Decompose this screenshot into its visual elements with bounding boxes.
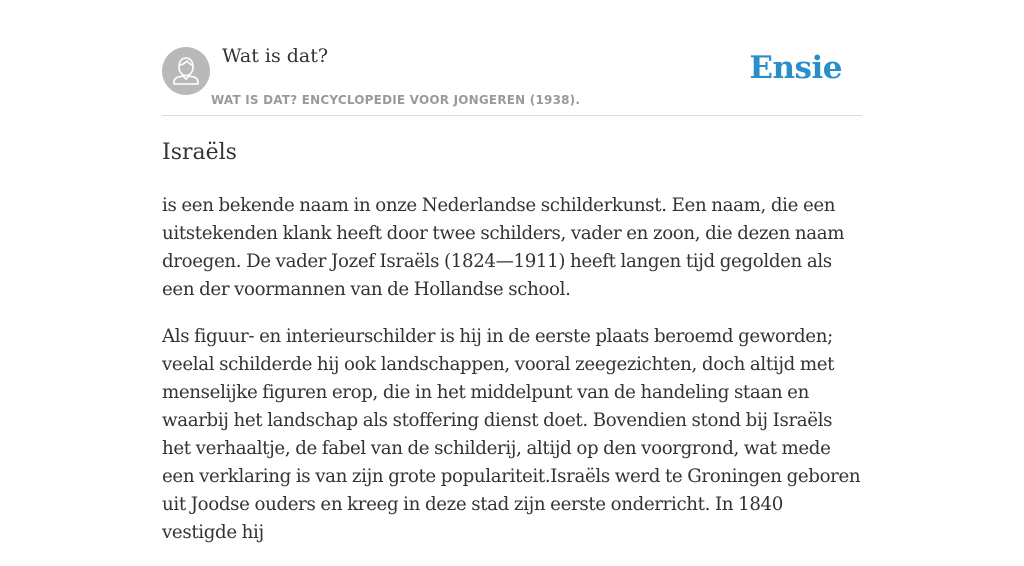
article-paragraph: is een bekende naam in onze Nederlandse schilderkunst. Een naam, die een uitstekenden klank heeft door twee schilders, vader en zoon, die dezen naam droegen. De vader Jozef Israëls (1824—1911) heeft langen tijd gegolden als een der voormannen van de Hollandse school.: [162, 195, 845, 300]
source-subtitle: WAT IS DAT? ENCYCLOPEDIE VOOR JONGEREN (1938).: [211, 93, 581, 107]
brand-logo[interactable]: Ensie: [749, 50, 842, 86]
article-paragraph: Als figuur- en interieurschilder is hij in de eerste plaats beroemd geworden; veelal schilderde hij ook landschappen, vooral zeegezichten, doch altijd met menselijke figuren erop, die in het middelpunt van de handeling staan en waarbij het landschap als stoffering dienst doet. Bovendien stond bij Israëls het verhaaltje, de fabel van de schilderij, altijd op den voorgrond, wat mede een verklaring is van zijn grote populariteit.Israëls werd te Groningen geboren uit Joodse ouders en kreeg in deze stad zijn eerste onderricht. In 1840 vestigde hij: [162, 326, 861, 543]
page-container: [162, 0, 862, 543]
article-body: [162, 192, 862, 566]
source-title[interactable]: Wat is dat?: [222, 45, 329, 67]
article-title: Israëls: [162, 140, 237, 165]
user-icon: [162, 47, 210, 95]
source-header: [162, 0, 862, 116]
source-avatar[interactable]: [162, 47, 210, 95]
